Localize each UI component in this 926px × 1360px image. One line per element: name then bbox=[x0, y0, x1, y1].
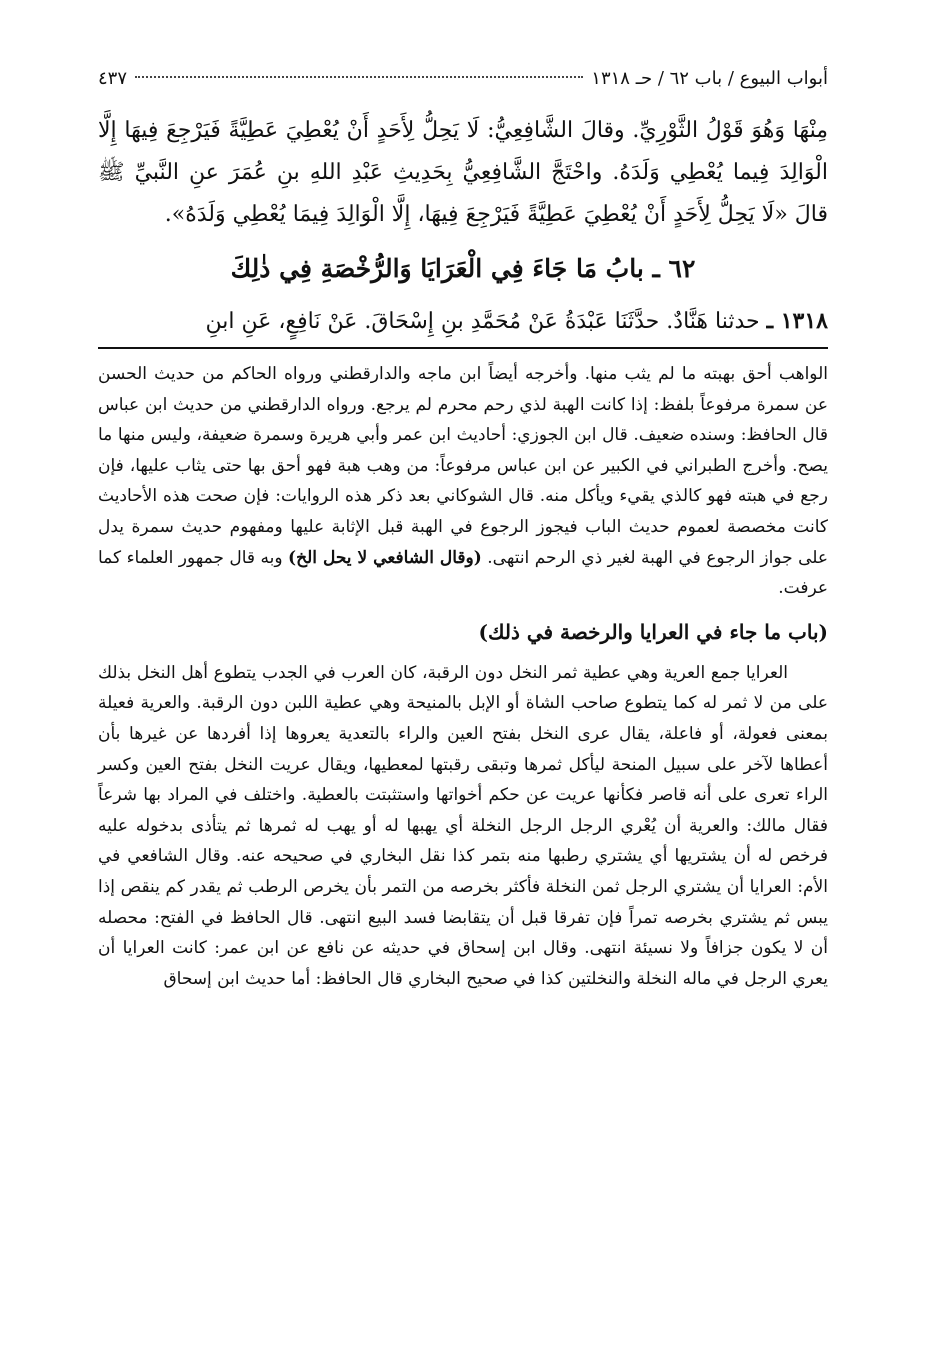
commentary-paragraph-2: العرايا جمع العرية وهي عطية ثمر النخل دون الرقبة، كان العرب في الجدب يتطوع أهل النخل بذلك على من لا ثمر له كما يتطوع صاحب الشاة أو الإبل بالمنيحة وهي عطية اللبن دون الرقبة. والعرية فعيلة بمعنى فعولة، أو فاعلة، يقال عرى النخل بفتح العين والراء بالتعدية يعروها إذا أفردها عن غيرها بأن أعطاها لآخر على سبيل المنحة ليأكل ثمرها وتبقى رقبتها لمعطيها، ويقال عريت النخل بفتح العين وكسر الراء تعرى على أنه قاصر فكأنها عريت عن حكم أخواتها واستثبتت بالعطية. واختلف في المراد بها شرعاً فقال مالك: والعرية أن يُعْري الرجل الرجل النخلة أي يهبها له أو يهب له ثمرها ثم يتأذى بدخوله عليه فرخص له أن يشتريها أي يشتري رطبها منه بتمر كذا نقل البخاري في صحيحه عنه. وقال الشافعي في الأم: العرايا أن يشتري الرجل ثمن النخلة فأكثر بخرصه من التمر بأن يخرص الرطب ثم يقدر كم ينقص إذا يبس ثم يشتري بخرصه تمراً فإن تفرقا قبل أن يتقابضا فسد البيع انتهى. قال الحافظ في الفتح: محصله أن لا يكون جزافاً ولا نسيئة انتهى. وقال ابن إسحاق في حديثه عن نافع عن ابن عمر: كانت العرايا أن يعري الرجل في ماله النخلة والنخلتين كذا في صحيح البخاري قال الحافظ: أما حديث ابن إسحاق bbox=[98, 662, 828, 989]
commentary bbox=[98, 359, 828, 994]
commentary-quote: (وقال الشافعي لا يحل الخ) bbox=[288, 547, 482, 568]
running-header-title: أبواب البيوع / باب ٦٢ / حـ ١٣١٨ bbox=[591, 68, 828, 89]
book-page bbox=[98, 68, 828, 994]
commentary-sub-heading: (باب ما جاء في العرايا والرخصة في ذلك) bbox=[478, 619, 828, 644]
leader-dots bbox=[135, 76, 583, 78]
hadith-line bbox=[98, 302, 828, 341]
page-number: ٤٣٧ bbox=[98, 68, 128, 89]
footnote-divider bbox=[98, 347, 828, 349]
hadith-number: ١٣١٨ ـ bbox=[766, 308, 828, 334]
main-paragraph: مِنْهَا وَهُوَ قَوْلُ الثَّوْرِيِّ. وقالَ الشَّافِعِيُّ: لَا يَحِلُّ لِأَحَدٍ أَنْ يُعْطِيَ عَطِيَّةً فَيَرْجِعَ فِيهَا إِلَّا الْوَالِدَ فِيما يُعْطِي وَلَدَهُ. واحْتَجَّ الشَّافِعِيُّ بِحَدِيثِ عَبْدِ اللهِ بنِ عُمَرَ عنِ النَّبيِّ ﷺ قالَ «لَا يَحِلُّ لِأَحَدٍ أَنْ يُعْطِيَ عَطِيَّةً فَيَرْجِعَ فِيهَا، إِلَّا الْوَالِدَ فِيمَا يُعْطِي وَلَدَهُ». bbox=[98, 118, 828, 227]
main-text bbox=[98, 110, 828, 236]
commentary-tail: وبه قال جمهور العلماء كما عرفت. bbox=[98, 547, 828, 599]
hadith-text: حدثنا هَنَّادٌ. حدَّثَنَا عَبْدَةُ عَنْ مُحَمَّدِ بنِ إِسْحَاقَ. عَنْ نَافِعٍ، عَنِ ابنِ bbox=[205, 309, 760, 334]
commentary-paragraph bbox=[98, 359, 828, 604]
running-header bbox=[98, 68, 828, 102]
commentary-text: الواهب أحق بهبته ما لم يثب منها. وأخرجه أيضاً ابن ماجه والدارقطني ورواه الحاكم من حديث الحسن عن سمرة مرفوعاً بلفظ: إذا كانت الهبة لذي رحم محرم لم يرجع. ورواه الدارقطني من حديث ابن عباس قال الحافظ: وسنده ضعيف. قال ابن الجوزي: أحاديث ابن عمر وأبي هريرة وسمرة ضعيفة، وليس منها ما يصح. وأخرج الطبراني في الكبير عن ابن عباس مرفوعاً: من وهب هبة فهو أحق بها حتى يثاب عليها، فإن رجع في هبته فهو كالذي يقيء ويأكل منه. قال الشوكاني بعد ذكر هذه الروايات: فإن صحت هذه الأحاديث كانت مخصصة لعموم حديث الباب فيجوز الرجوع في الهبة قبل الإثابة عليها ومفهوم حديث سمرة يدل على جواز الرجوع في الهبة لغير ذي الرحم انتهى. bbox=[98, 364, 829, 568]
chapter-heading: ٦٢ ـ بابُ مَا جَاءَ فِي الْعَرَايَا وَالرُّخْصَةِ فِي ذٰلِكَ bbox=[230, 254, 696, 283]
